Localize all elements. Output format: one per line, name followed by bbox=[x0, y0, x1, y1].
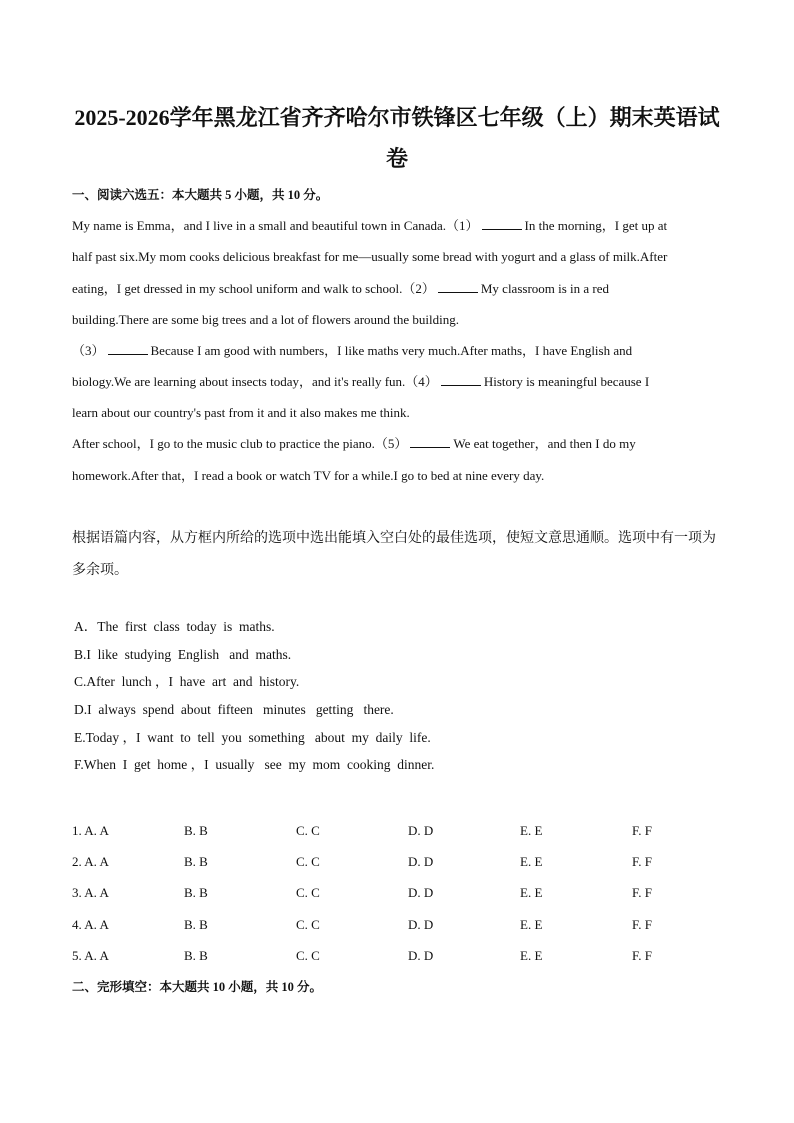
passage-line bbox=[72, 342, 722, 360]
passage-text: eating，I get dressed in my school uniform and walk to school.（2） bbox=[72, 281, 435, 296]
instruction-line: 多余项。 bbox=[72, 562, 128, 578]
passage-text: （3） bbox=[72, 343, 105, 358]
choice[interactable]: C. C bbox=[296, 854, 320, 869]
choice[interactable]: B. B bbox=[184, 823, 208, 838]
choice[interactable]: D. D bbox=[408, 885, 434, 900]
choice[interactable]: 5. A. A bbox=[72, 948, 109, 963]
passage-text: In the morning，I get up at bbox=[524, 218, 668, 233]
choice[interactable]: 4. A. A bbox=[72, 917, 109, 932]
passage-text: Because I am good with numbers，I like maths very much.After maths，I have English and bbox=[150, 343, 633, 358]
question-row bbox=[72, 853, 732, 871]
question-row bbox=[72, 947, 732, 965]
passage-line: building.There are some big trees and a lot of flowers around the building. bbox=[72, 312, 460, 327]
instruction-line: 根据语篇内容，从方框内所给的选项中选出能填入空白处的最佳选项，使短文意思通顺。选项中有一项为 bbox=[72, 530, 716, 546]
passage-line: learn about our country's past from it and it also makes me think. bbox=[72, 405, 410, 420]
choice[interactable]: D. D bbox=[408, 948, 434, 963]
passage-text: My classroom is in a red bbox=[480, 281, 610, 296]
choice[interactable]: B. B bbox=[184, 948, 208, 963]
choice[interactable]: F. F bbox=[632, 917, 652, 932]
exam-title-line1: 2025-2026学年黑龙江省齐齐哈尔市铁锋区七年级（上）期末英语试 bbox=[74, 105, 720, 130]
choice[interactable]: 2. A. A bbox=[72, 854, 109, 869]
choice[interactable]: D. D bbox=[408, 823, 434, 838]
option-d: D.I always spend about fifteen minutes getting there. bbox=[74, 702, 394, 717]
passage-text: biology.We are learning about insects today，and it's really fun.（4） bbox=[72, 374, 438, 389]
choice[interactable]: 3. A. A bbox=[72, 885, 109, 900]
choice[interactable]: E. E bbox=[520, 823, 543, 838]
question-row bbox=[72, 822, 732, 840]
choice[interactable]: C. C bbox=[296, 948, 320, 963]
passage-line bbox=[72, 217, 722, 235]
passage-line: half past six.My mom cooks delicious breakfast for me—usually some bread with yogurt and a glass of milk.After bbox=[72, 249, 668, 264]
choice[interactable]: B. B bbox=[184, 885, 208, 900]
choice[interactable]: E. E bbox=[520, 948, 543, 963]
choice[interactable]: F. F bbox=[632, 885, 652, 900]
choice[interactable]: C. C bbox=[296, 823, 320, 838]
option-b: B.I like studying English and maths. bbox=[74, 647, 292, 662]
option-a: A．The first class today is maths. bbox=[74, 619, 275, 634]
blank-3 bbox=[108, 343, 148, 355]
choice[interactable]: F. F bbox=[632, 823, 652, 838]
passage-line bbox=[72, 435, 722, 453]
question-row bbox=[72, 916, 732, 934]
passage-text: History is meaningful because I bbox=[483, 374, 650, 389]
choice[interactable]: C. C bbox=[296, 885, 320, 900]
choice[interactable]: F. F bbox=[632, 948, 652, 963]
blank-2 bbox=[438, 281, 478, 293]
option-f: F.When I get home ，I usually see my mom cooking dinner. bbox=[74, 757, 435, 772]
passage-text: We eat together，and then I do my bbox=[453, 436, 636, 451]
passage-text: My name is Emma，and I live in a small and beautiful town in Canada.（1） bbox=[72, 218, 479, 233]
blank-4 bbox=[441, 374, 481, 386]
choice[interactable]: B. B bbox=[184, 917, 208, 932]
choice[interactable]: 1. A. A bbox=[72, 823, 109, 838]
choice[interactable]: E. E bbox=[520, 885, 543, 900]
choice[interactable]: E. E bbox=[520, 854, 543, 869]
passage-line: homework.After that，I read a book or watch TV for a while.I go to bed at nine every day. bbox=[72, 468, 545, 483]
choice[interactable]: D. D bbox=[408, 854, 434, 869]
blank-1 bbox=[482, 218, 522, 230]
choice[interactable]: E. E bbox=[520, 917, 543, 932]
section2-heading: 二、完形填空：本大题共 10 小题，共 10 分。 bbox=[72, 980, 323, 994]
choice[interactable]: F. F bbox=[632, 854, 652, 869]
passage-line bbox=[72, 280, 722, 298]
choice[interactable]: C. C bbox=[296, 917, 320, 932]
exam-title-line2: 卷 bbox=[385, 146, 408, 171]
passage-line bbox=[72, 373, 722, 391]
blank-5 bbox=[410, 436, 450, 448]
choice[interactable]: B. B bbox=[184, 854, 208, 869]
option-e: E.Today ，I want to tell you something about my daily life. bbox=[74, 730, 431, 745]
option-c: C.After lunch ，I have art and history. bbox=[74, 674, 300, 689]
passage-text: After school，I go to the music club to practice the piano.（5） bbox=[72, 436, 408, 451]
section1-heading: 一、阅读六选五：本大题共 5 小题，共 10 分。 bbox=[72, 188, 329, 202]
question-row bbox=[72, 884, 732, 902]
choice[interactable]: D. D bbox=[408, 917, 434, 932]
